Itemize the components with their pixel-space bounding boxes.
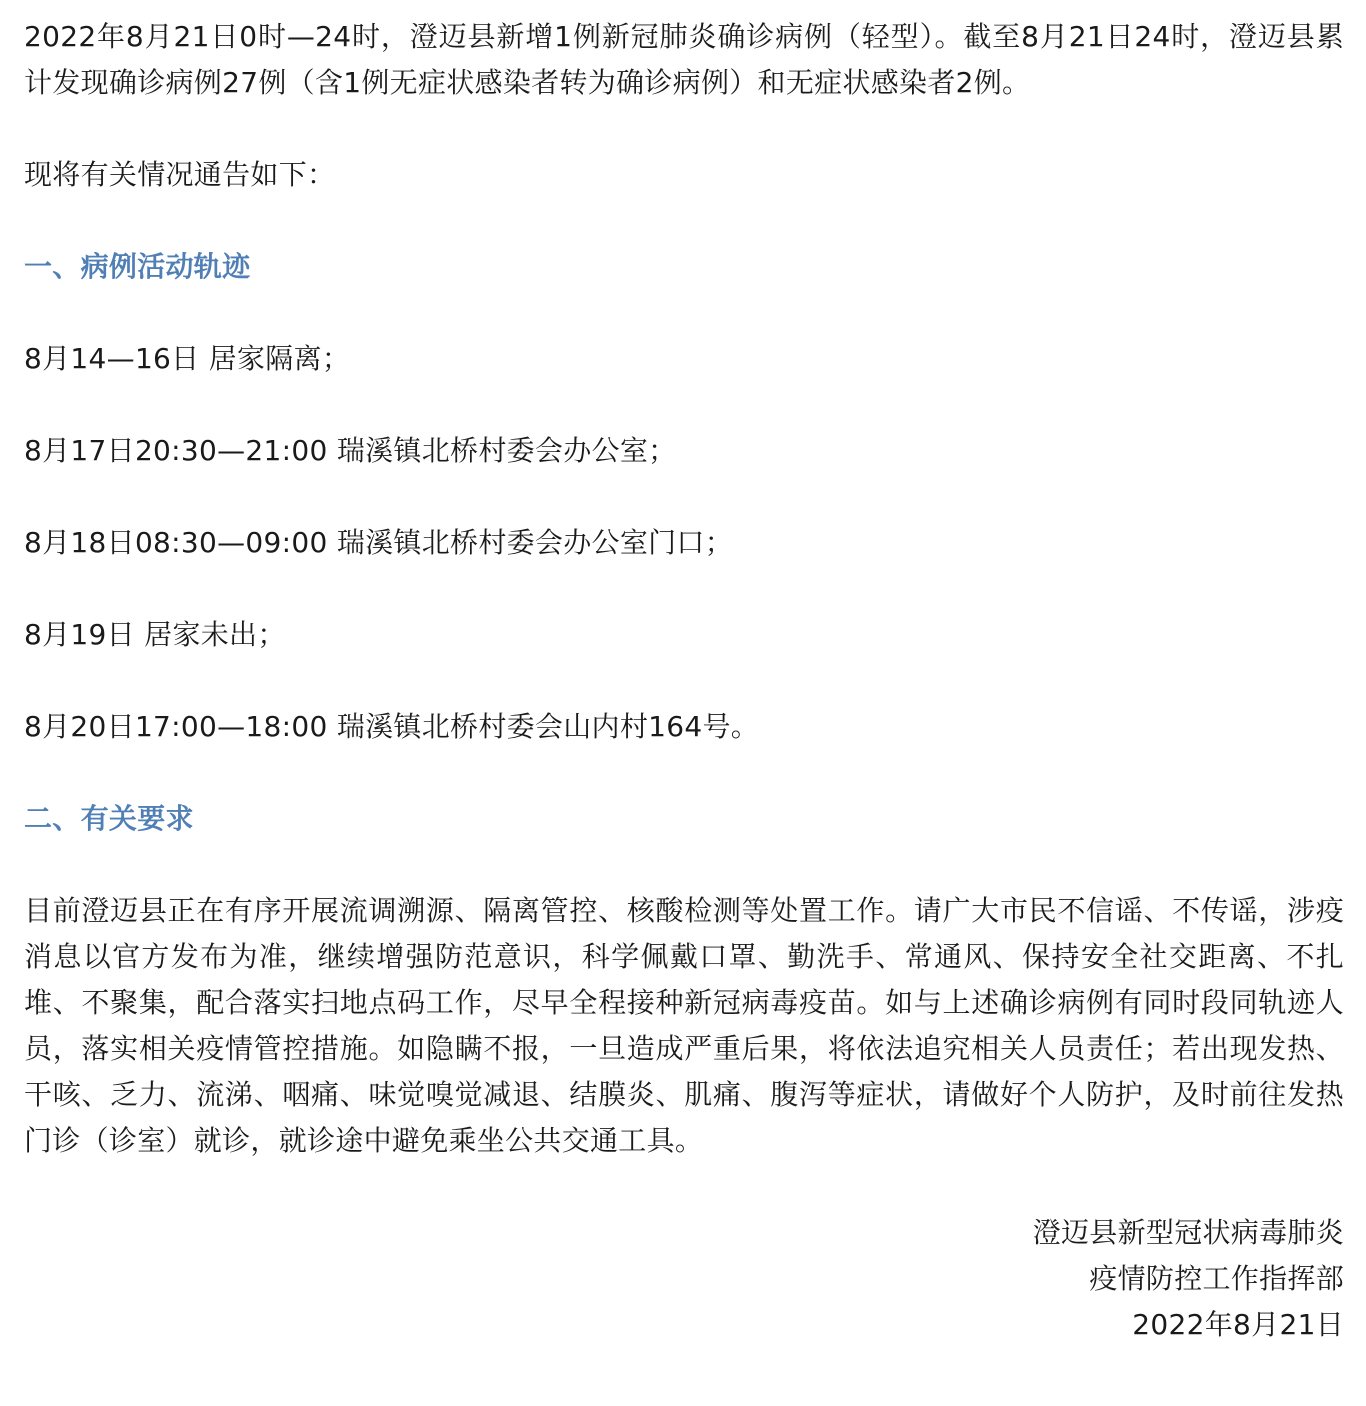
- trajectory-item: 8月14—16日 居家隔离；: [24, 342, 351, 375]
- article-body: [24, 14, 1344, 1348]
- signature-org-line1: 澄迈县新型冠状病毒肺炎: [1032, 1216, 1344, 1249]
- trajectory-item: 8月17日20:30—21:00 瑞溪镇北桥村委会办公室；: [24, 434, 677, 467]
- trajectory-item: 8月19日 居家未出；: [24, 618, 286, 651]
- section-heading-case-trajectory: 一、病例活动轨迹: [24, 250, 251, 283]
- signature-org-line2: 疫情防控工作指挥部: [1089, 1262, 1344, 1295]
- intro-paragraph: 2022年8月21日0时—24时，澄迈县新增1例新冠肺炎确诊病例（轻型）。截至8月21日24时，澄迈县累计发现确诊病例27例（含1例无症状感染者转为确诊病例）和无症状感染者2例。: [24, 20, 1344, 99]
- requirements-paragraph: 目前澄迈县正在有序开展流调溯源、隔离管控、核酸检测等处置工作。请广大市民不信谣、不传谣，涉疫消息以官方发布为准，继续增强防范意识，科学佩戴口罩、勤洗手、常通风、保持安全社交距离、不扎堆、不聚集，配合落实扫地点码工作，尽早全程接种新冠病毒疫苗。如与上述确诊病例有同时段同轨迹人员，落实相关疫情管控措施。如隐瞒不报，一旦造成严重后果，将依法追究相关人员责任；若出现发热、干咳、乏力、流涕、咽痛、味觉嗅觉减退、结膜炎、肌痛、腹泻等症状，请做好个人防护，及时前往发热门诊（诊室）就诊，就诊途中避免乘坐公共交通工具。: [24, 894, 1344, 1157]
- signature-block: [24, 1210, 1344, 1348]
- trajectory-item: 8月18日08:30—09:00 瑞溪镇北桥村委会办公室门口；: [24, 526, 734, 559]
- trajectory-item: 8月20日17:00—18:00 瑞溪镇北桥村委会山内村164号。: [24, 710, 760, 743]
- notice-lead: 现将有关情况通告如下：: [24, 158, 336, 191]
- signature-date: 2022年8月21日: [1132, 1308, 1344, 1341]
- section-heading-requirements: 二、有关要求: [24, 802, 194, 835]
